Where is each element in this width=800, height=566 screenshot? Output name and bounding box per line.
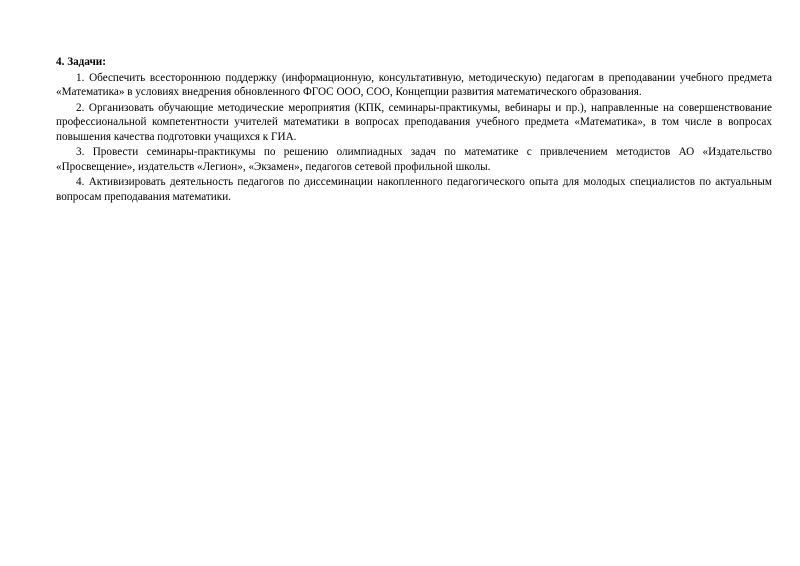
document-page [56,55,772,205]
task-item-2: 2. Организовать обучающие методические мероприятия (КПК, семинары-практикумы, вебинары и пр.), направленные на совершенствование профессиональной компетентности учителей математики в вопросах преподавания учебного предмета «Математика», в том числе в вопросах повышения качества подготовки учащихся к ГИА. [56,101,772,143]
task-item-1: 1. Обеспечить всестороннюю поддержку (информационную, консультативную, методическую) педагогам в преподавании учебного предмета «Математика» в условиях внедрения обновленного ФГОС ООО, СОО, Концепции развития математического образования. [56,71,772,98]
task-item-3: 3. Провести семинары-практикумы по решению олимпиадных задач по математике с привлечением методистов АО «Издательство «Просвещение», издательств «Легион», «Экзамен», педагогов сетевой профильной школы. [56,146,772,173]
section-heading: 4. Задачи: [56,56,106,68]
task-item-4: 4. Активизировать деятельность педагогов по диссеминации накопленного педагогического опыта для молодых специалистов по актуальным вопросам преподавания математики. [56,176,772,203]
